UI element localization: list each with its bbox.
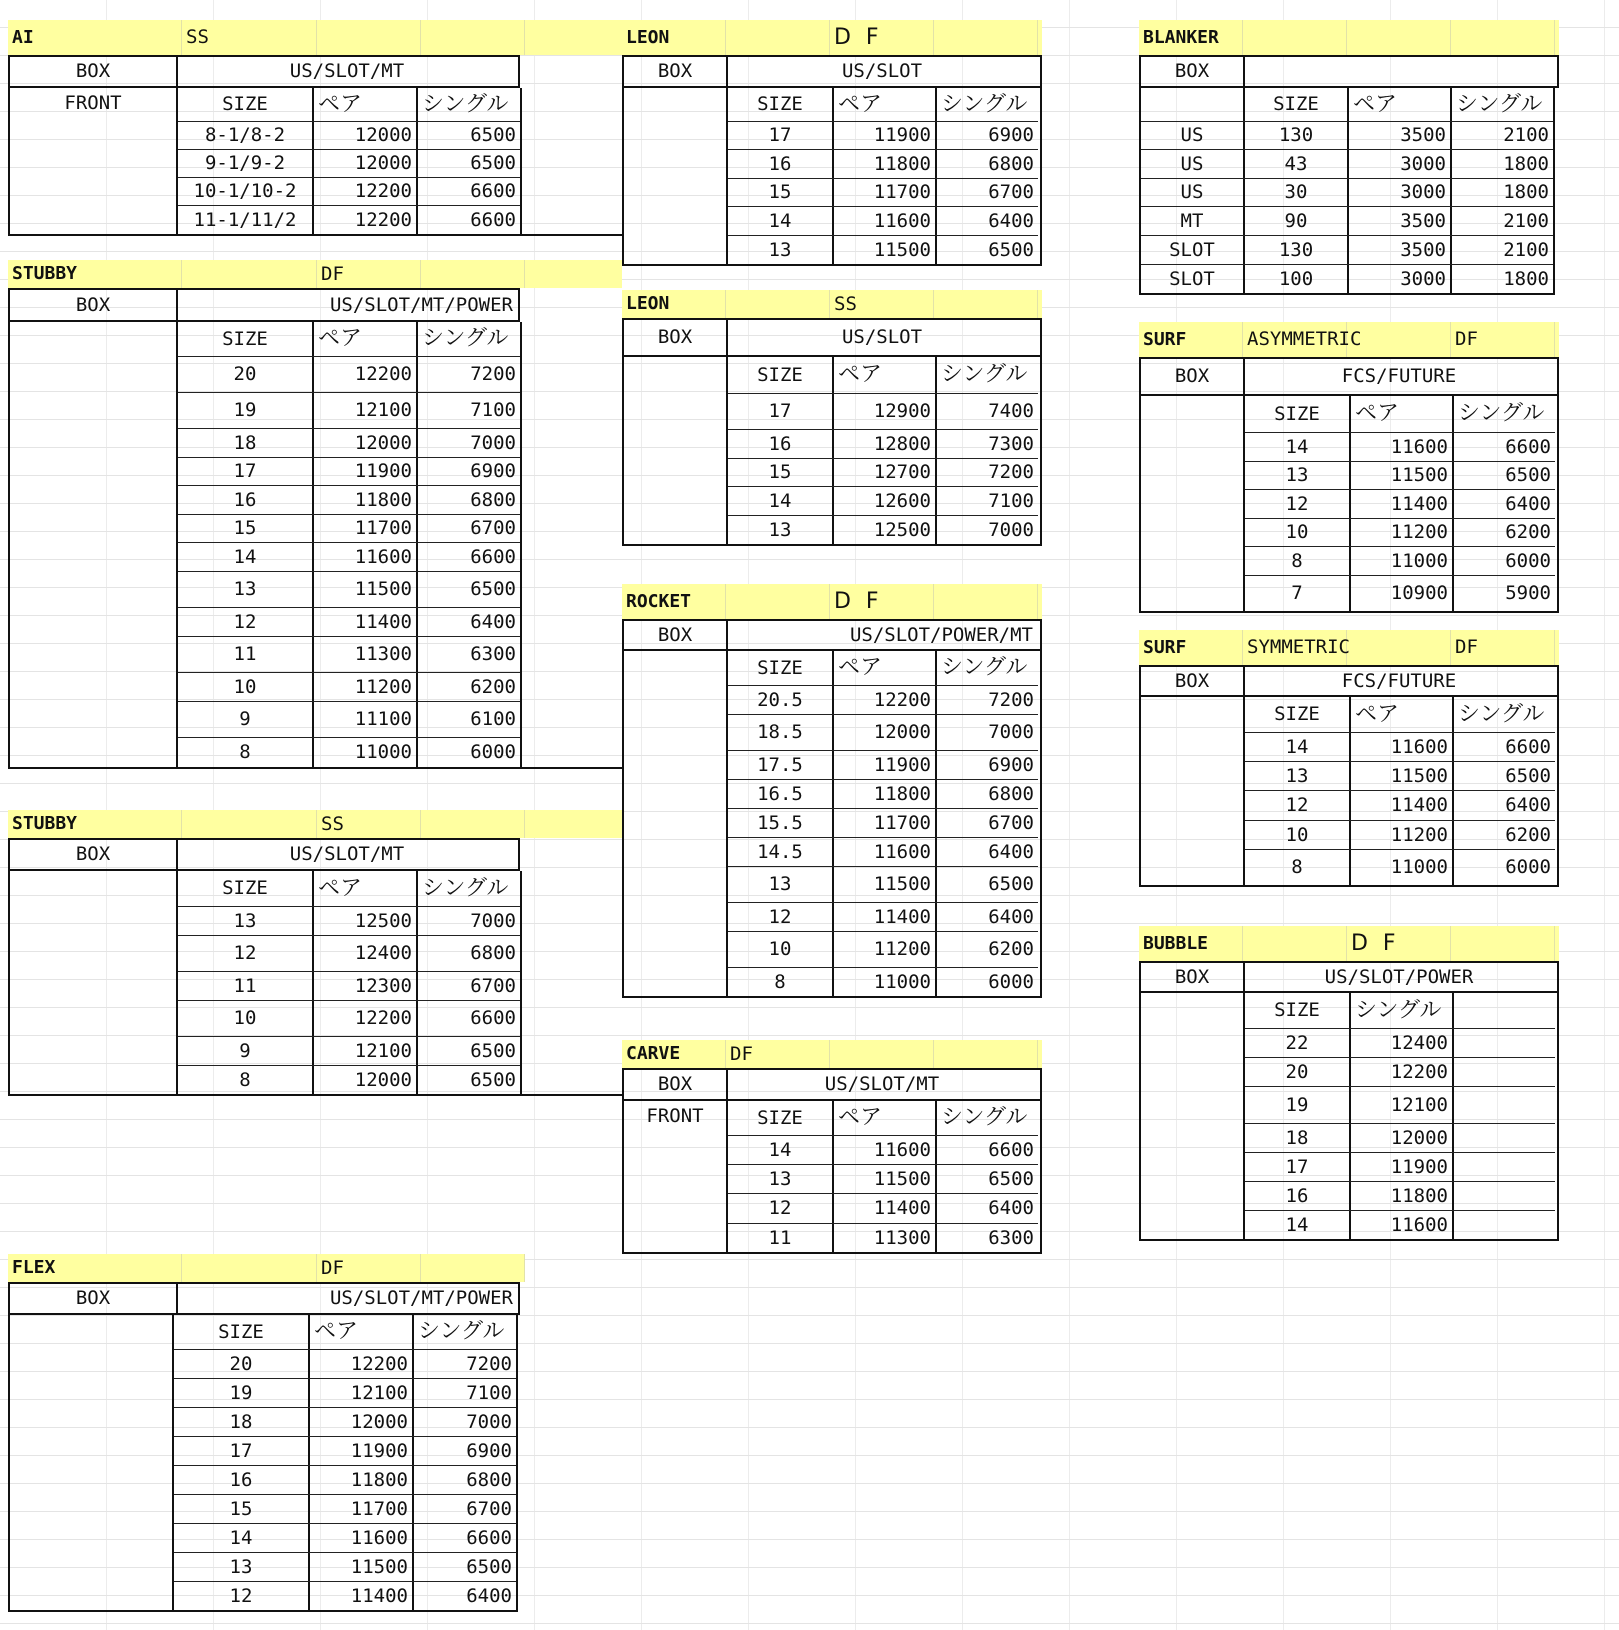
table-row: US 43 3000 1800 [1141, 149, 1553, 178]
table-tag: DF [726, 1040, 830, 1068]
column-header-size: SIZE [1274, 703, 1320, 725]
table-row: 12 11400 6400 [728, 1193, 1038, 1223]
table-title: CARVE [622, 1040, 726, 1068]
table-bubble [1139, 926, 1559, 1241]
table-title: ROCKET [622, 584, 726, 619]
box-value: US/SLOT/MT/POWER [176, 1284, 516, 1313]
column-header-size: SIZE [222, 877, 268, 899]
table-row: 12 11400 6400 [178, 607, 520, 636]
table-row: 11 11300 6300 [178, 636, 520, 672]
table-row: 16 11800 [1245, 1181, 1555, 1210]
table-row: 10 11200 6200 [728, 931, 1038, 967]
table-ai [8, 20, 622, 236]
table-row: 10 11200 6200 [1245, 820, 1555, 849]
column-header-size: SIZE [757, 363, 803, 386]
table-row: 16 11800 6800 [728, 149, 1038, 178]
box-label: BOX [1174, 60, 1210, 82]
table-row: 8 11000 6000 [1245, 849, 1555, 885]
table-row: US 30 3000 1800 [1141, 178, 1553, 206]
column-header-single: シングル [412, 1315, 516, 1349]
table-row: 12 11400 6400 [1245, 790, 1555, 820]
table-row: 14 11600 [1245, 1210, 1555, 1239]
column-header-pair: ペア [1347, 88, 1450, 121]
table-row: 17.5 11900 6900 [728, 750, 1038, 779]
table-row: 18.5 12000 7000 [728, 714, 1038, 750]
table-row: US 130 3500 2100 [1141, 121, 1553, 149]
table-row: 13 11500 6500 [174, 1552, 516, 1581]
table-row: 15 11700 6700 [174, 1494, 516, 1523]
table-row: 14 11600 6600 [728, 1135, 1038, 1164]
box-value: US/SLOT/MT [726, 1070, 1036, 1099]
column-header-pair: ペア [1349, 697, 1452, 732]
column-header-single: シングル [935, 1101, 1038, 1135]
front-label: FRONT [64, 92, 122, 114]
box-label: BOX [75, 1287, 111, 1309]
table-row: 14 11600 6400 [728, 206, 1038, 235]
table-tag: D F [1347, 926, 1451, 961]
column-header-pair: ペア [308, 1315, 412, 1349]
table-row: 11 12300 6700 [178, 971, 520, 1000]
box-label: BOX [1174, 965, 1210, 988]
column-header-single: シングル [935, 651, 1038, 685]
column-header-pair: ペア [832, 88, 935, 121]
box-label: BOX [75, 60, 111, 82]
table-blanker [1139, 20, 1559, 295]
table-row: 16 12800 7300 [728, 429, 1038, 458]
box-value: US/SLOT/MT [176, 840, 516, 869]
table-tag: DF [1451, 322, 1555, 357]
table-row: 17 11900 6900 [178, 457, 520, 485]
table-title: LEON [622, 290, 726, 318]
box-label: BOX [657, 623, 693, 646]
column-header-size: SIZE [757, 1106, 803, 1129]
box-label: BOX [657, 1073, 693, 1095]
table-row: 14 11600 6600 [178, 542, 520, 571]
table-row: 12 11400 6400 [728, 902, 1038, 931]
table-row: 11 11300 6300 [728, 1223, 1038, 1252]
table-row: 18 12000 7000 [178, 428, 520, 457]
box-value: US/SLOT/POWER [1243, 963, 1553, 991]
box-label: BOX [1174, 669, 1210, 692]
table-title: BUBBLE [1139, 926, 1243, 961]
table-row: 12 11400 6400 [174, 1581, 516, 1610]
table-row: 11-1/11/2 12200 6600 [178, 205, 520, 234]
table-tag: DF [317, 1254, 421, 1282]
column-header-pair: ペア [1349, 396, 1452, 432]
table-row: 14 11600 6600 [1245, 432, 1555, 461]
table-row: 13 12500 7000 [178, 906, 520, 935]
table-row: 14 11600 6600 [174, 1523, 516, 1552]
box-value: US/SLOT/MT [176, 57, 516, 86]
table-tag: D F [830, 20, 934, 55]
box-value: FCS/FUTURE [1243, 359, 1553, 394]
table-leon-ss [622, 290, 1042, 546]
table-row: 15 11700 6700 [178, 514, 520, 542]
column-header-size: SIZE [1274, 999, 1320, 1021]
table-row: 16 11800 6800 [178, 485, 520, 514]
box-value: US/SLOT/MT/POWER [176, 290, 516, 320]
table-row: 8 11000 6000 [728, 967, 1038, 996]
table-tag: DF [317, 260, 421, 288]
table-subtitle: SYMMETRIC [1243, 630, 1347, 665]
table-row: 13 11500 6500 [728, 866, 1038, 902]
column-header-single: シングル [935, 357, 1038, 393]
table-title: SURF [1139, 630, 1243, 665]
column-header-size: SIZE [222, 93, 268, 115]
column-header-size: SIZE [222, 327, 268, 350]
table-title: LEON [622, 20, 726, 55]
table-stubby-ss [8, 810, 622, 1096]
table-row: 9 11100 6100 [178, 701, 520, 737]
table-title: STUBBY [8, 260, 182, 288]
table-row: 17 12900 7400 [728, 393, 1038, 429]
table-row: 13 11500 6500 [1245, 761, 1555, 790]
table-flex [8, 1254, 525, 1612]
table-row: 14.5 11600 6400 [728, 837, 1038, 866]
table-tag: DF [1451, 630, 1555, 665]
column-header-single: シングル [1452, 697, 1555, 732]
column-header-pair: ペア [312, 88, 416, 121]
column-header-pair: ペア [312, 322, 416, 356]
column-header-single: シングル [935, 88, 1038, 121]
column-header-pair: ペア [832, 357, 935, 393]
column-header-size: SIZE [1274, 402, 1320, 425]
table-row: 13 11500 6500 [1245, 461, 1555, 489]
column-header-size: SIZE [757, 656, 803, 679]
column-header-single: シングル [416, 871, 520, 906]
front-label: FRONT [646, 1105, 704, 1127]
column-header-single: シングル [416, 322, 520, 356]
table-stubby-df [8, 260, 622, 769]
column-header-single: シングル [1452, 396, 1555, 432]
table-row: 8-1/8-2 12000 6500 [178, 121, 520, 149]
table-row: MT 90 3500 2100 [1141, 206, 1553, 235]
column-header-size: SIZE [757, 93, 803, 115]
table-row: 15 12700 7200 [728, 458, 1038, 486]
table-row: 13 11500 6500 [178, 571, 520, 607]
table-leon-df [622, 20, 1042, 266]
table-row: 20 12200 7200 [178, 356, 520, 392]
table-row: 10-1/10-2 12200 6600 [178, 177, 520, 205]
table-row: 13 12500 7000 [728, 515, 1038, 544]
box-label: BOX [1174, 365, 1210, 387]
table-tag: SS [830, 290, 934, 318]
table-row: 12 12400 6800 [178, 935, 520, 971]
table-row: SLOT 130 3500 2100 [1141, 235, 1553, 264]
box-label: BOX [657, 326, 693, 348]
table-row: 15 11700 6700 [728, 178, 1038, 206]
table-row: 17 11900 6900 [174, 1436, 516, 1465]
table-surf-asymmetric [1139, 322, 1559, 613]
table-row: 7 10900 5900 [1245, 575, 1555, 611]
table-tag: SS [182, 20, 317, 55]
table-row: 9 12100 6500 [178, 1036, 520, 1065]
table-row: 16.5 11800 6800 [728, 779, 1038, 808]
table-title: SURF [1139, 322, 1243, 357]
table-row: 15.5 11700 6700 [728, 808, 1038, 837]
column-header-size: SIZE [218, 1320, 264, 1343]
table-row: 14 11600 6600 [1245, 732, 1555, 761]
table-row: 20 12200 [1245, 1057, 1555, 1086]
box-label: BOX [657, 60, 693, 82]
table-row: 14 12600 7100 [728, 486, 1038, 515]
table-row: 17 11900 [1245, 1152, 1555, 1181]
table-row: 22 12400 [1245, 1028, 1555, 1057]
table-title: STUBBY [8, 810, 182, 838]
column-header-single: シングル [1349, 993, 1452, 1028]
table-row: 18 12000 [1245, 1123, 1555, 1152]
box-value: US/SLOT [726, 57, 1036, 86]
table-row: 13 11500 6500 [728, 1164, 1038, 1193]
table-carve [622, 1040, 1042, 1254]
table-row: 19 12100 [1245, 1086, 1555, 1123]
table-row: 17 11900 6900 [728, 121, 1038, 149]
table-row: 12 11400 6400 [1245, 489, 1555, 518]
table-tag: SS [317, 810, 421, 838]
table-title: FLEX [8, 1254, 182, 1282]
table-row: 8 11000 6000 [1245, 546, 1555, 575]
table-rocket [622, 584, 1042, 998]
table-row: 10 11200 6200 [178, 672, 520, 701]
column-header-size: SIZE [1243, 88, 1347, 121]
box-label: BOX [75, 293, 111, 316]
table-row: 20 12200 7200 [174, 1349, 516, 1378]
table-row: 19 12100 7100 [174, 1378, 516, 1407]
box-value: FCS/FUTURE [1243, 667, 1553, 695]
column-header-single: シングル [416, 88, 520, 121]
table-row: 9-1/9-2 12000 6500 [178, 149, 520, 177]
column-header-pair: ペア [832, 1101, 935, 1135]
box-label: BOX [75, 843, 111, 865]
table-surf-symmetric [1139, 630, 1559, 887]
table-row: 8 11000 6000 [178, 737, 520, 767]
box-value [1243, 57, 1553, 86]
table-row: 19 12100 7100 [178, 392, 520, 428]
box-value: US/SLOT [726, 320, 1036, 355]
table-title: AI [8, 20, 182, 55]
table-tag: D F [830, 584, 934, 619]
table-row: 10 11200 6200 [1245, 518, 1555, 546]
box-value: US/SLOT/POWER/MT [726, 621, 1036, 649]
column-header-pair: ペア [312, 871, 416, 906]
table-row: 8 12000 6500 [178, 1065, 520, 1094]
table-row: SLOT 100 3000 1800 [1141, 264, 1553, 293]
table-row: 20.5 12200 7200 [728, 685, 1038, 714]
table-subtitle: ASYMMETRIC [1243, 322, 1347, 357]
column-header-single: シングル [1450, 88, 1553, 121]
table-title: BLANKER [1139, 20, 1243, 55]
table-row: 16 11800 6800 [174, 1465, 516, 1494]
table-row: 13 11500 6500 [728, 235, 1038, 264]
column-header-pair: ペア [832, 651, 935, 685]
table-row: 10 12200 6600 [178, 1000, 520, 1036]
table-row: 18 12000 7000 [174, 1407, 516, 1436]
